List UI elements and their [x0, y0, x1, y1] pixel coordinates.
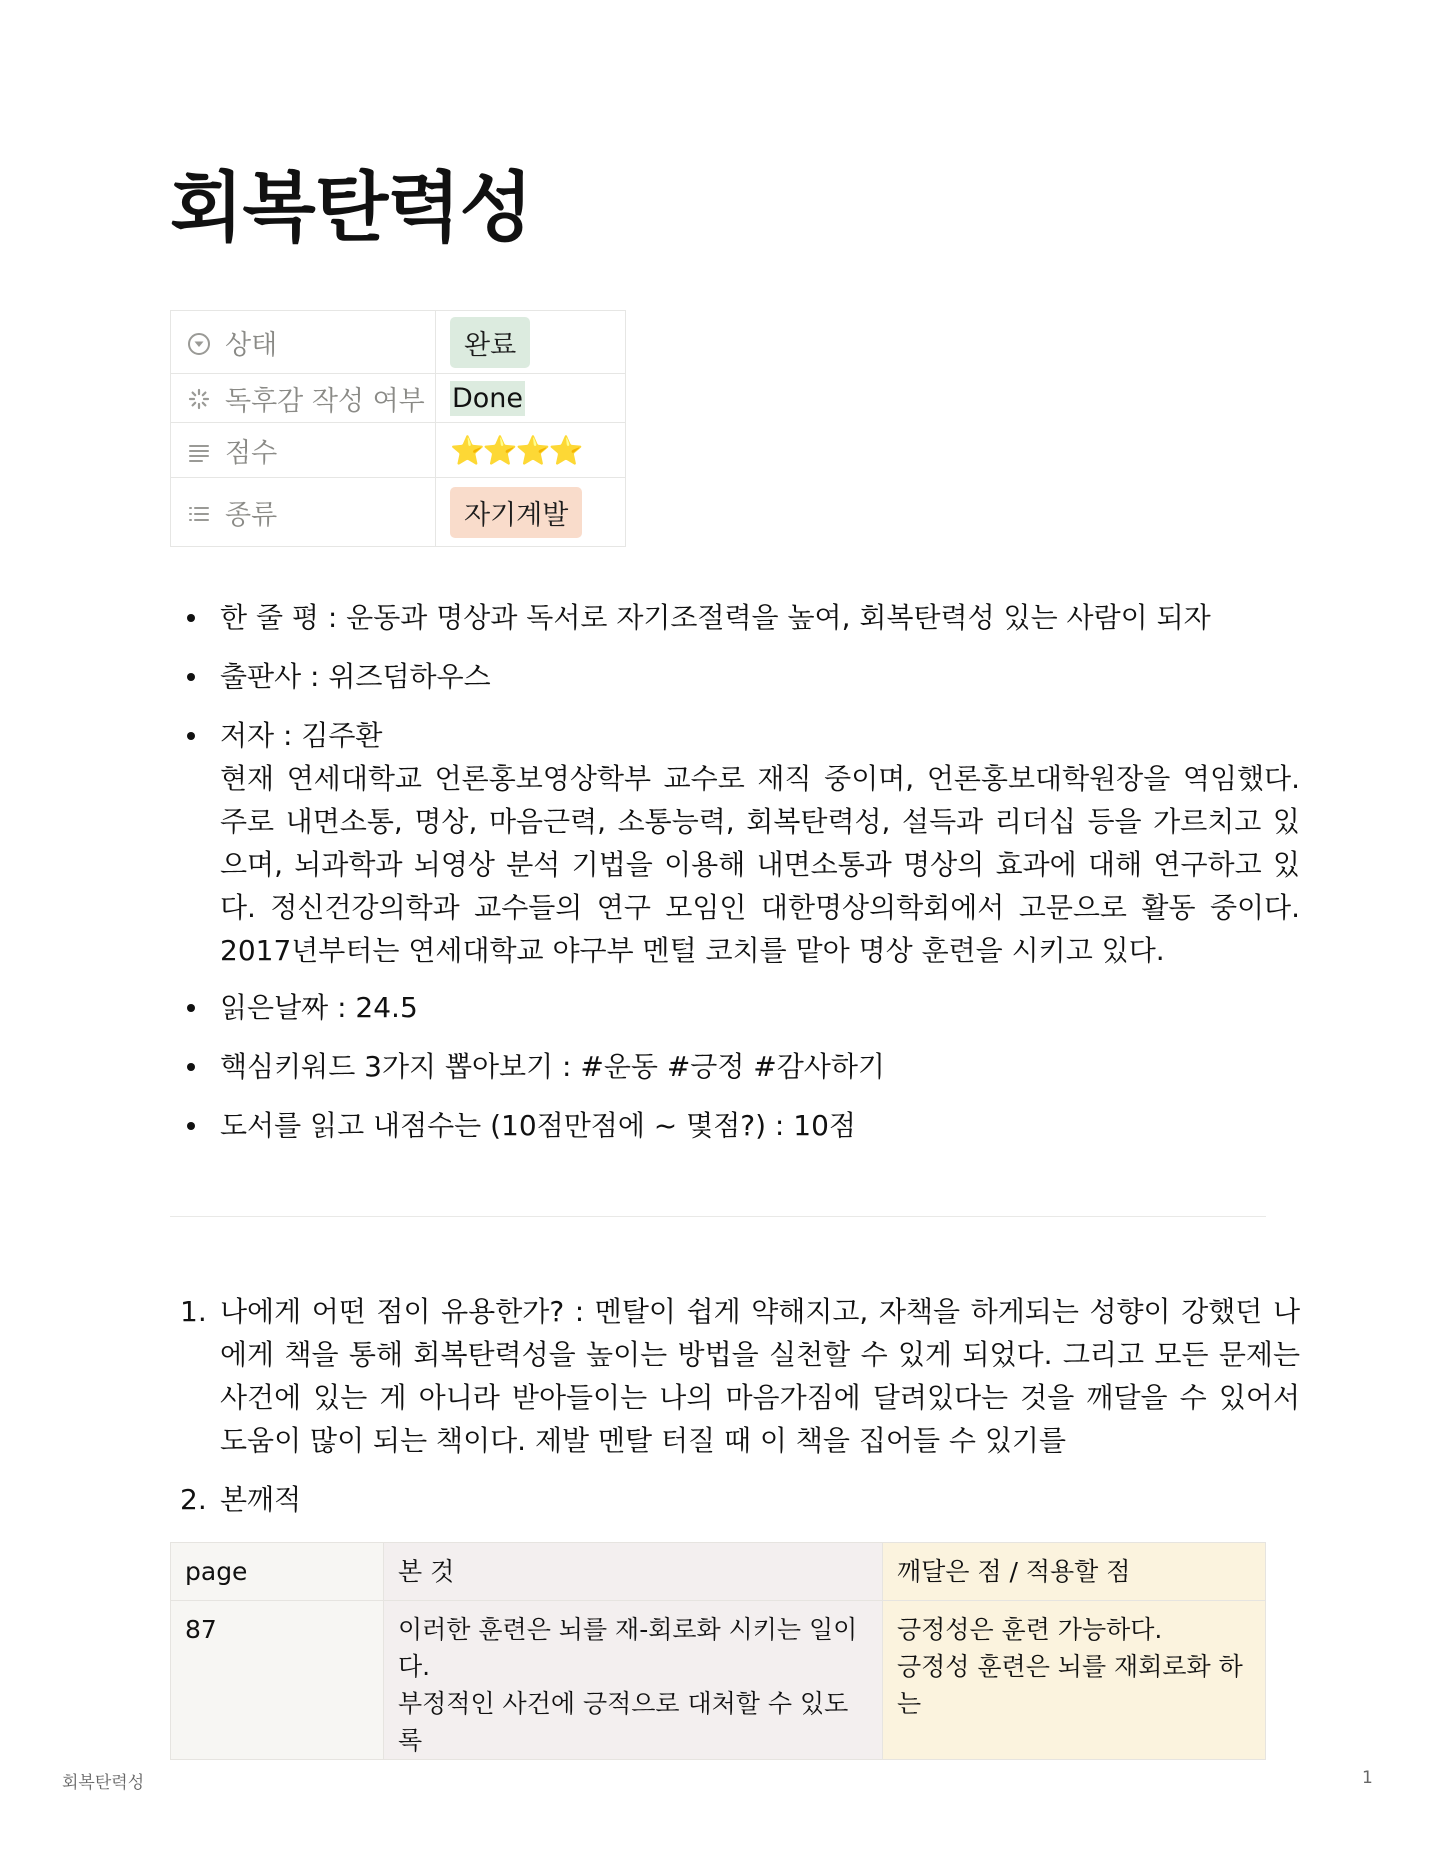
list-item: [220, 655, 1300, 698]
cell-seen-line: 부정적인 사건에 긍적으로 대처할 수 있도록: [398, 1689, 849, 1755]
publisher: 출판사 : 위즈덤하우스: [220, 660, 491, 693]
table-row: [171, 1601, 1266, 1760]
page-title: 회복탄력성: [170, 163, 533, 252]
properties-table: [170, 310, 626, 547]
status-icon: [185, 328, 213, 356]
keywords: 핵심키워드 3가지 뽑아보기 : #운동 #긍정 #감사하기: [220, 1050, 885, 1083]
page-number: 1: [1362, 1768, 1373, 1788]
list-item: [220, 986, 1300, 1029]
property-label-category: 종류: [225, 499, 278, 531]
cell-learned-line: 긍정성은 훈련 가능하다.: [897, 1615, 1163, 1644]
category-value-tag[interactable]: 자기계발: [450, 487, 582, 538]
cell-learned-line: 긍정성 훈련은 뇌를 재회로화 하는: [897, 1652, 1243, 1718]
usefulness-text: 나에게 어떤 점이 유용한가? : 멘탈이 쉽게 약해지고, 자책을 하게되는 성향이 강했던 나에게 책을 통해 회복탄력성을 높이는 방법을 실천할 수 있게 되었다. 그리고 모든 문제는 사건에 있는 게 아니라 받아들이는 나의 마음가짐에 달려있다는 것을 깨달을 수 있어서 도움이 많이 되는 책이다. 제발 멘탈 터질 때 이 책을 집어들 수 있기를: [220, 1295, 1300, 1457]
list-item: [220, 714, 1300, 972]
header-seen: 본 것: [384, 1543, 883, 1601]
text-lines-icon: [185, 436, 213, 464]
list-item: [180, 1478, 1300, 1521]
list-item: [220, 1104, 1300, 1147]
bonkkaejeok-heading: 본깨적: [220, 1483, 302, 1516]
score-stars[interactable]: ⭐⭐⭐⭐: [450, 433, 582, 467]
property-row-status[interactable]: [171, 311, 626, 374]
loading-icon: [185, 384, 213, 412]
my-score: 도서를 읽고 내점수는 (10점만점에 ~ 몇점?) : 10점: [220, 1109, 856, 1142]
notes-table: [170, 1542, 1266, 1760]
cell-seen-line: 이러한 훈련은 뇌를 재-회로화 시키는 일이다.: [398, 1615, 858, 1681]
summary-bullet-list: [180, 596, 1300, 1163]
cell-learned: [883, 1601, 1266, 1760]
header-page: page: [171, 1543, 384, 1601]
list-number: 1.: [180, 1295, 207, 1328]
list-icon: [185, 498, 213, 526]
property-label-score: 점수: [225, 437, 278, 469]
status-value-tag[interactable]: 완료: [450, 317, 530, 368]
list-item: [220, 596, 1300, 639]
review-written-value[interactable]: Done: [452, 382, 524, 414]
property-row-category[interactable]: [171, 478, 626, 547]
numbered-list: [180, 1290, 1300, 1537]
property-label-status: 상태: [225, 329, 278, 361]
author-bio: 현재 연세대학교 언론홍보영상학부 교수로 재직 중이며, 언론홍보대학원장을 역임했다. 주로 내면소통, 명상, 마음근력, 소통능력, 회복탄력성, 설득과 리더십 등을 가르치고 있으며, 뇌과학과 뇌영상 분석 기법을 이용해 내면소통과 명상의 효과에 대해 연구하고 있다. 정신건강의학과 교수들의 연구 모임인 대한명상의학회에서 고문으로 활동 중이다. 2017년부터는 연세대학교 야구부 멘털 코치를 맡아 명상 훈련을 시키고 있다.: [220, 762, 1300, 967]
cell-page: 87: [171, 1601, 384, 1760]
property-label-review-written: 독후감 작성 여부: [225, 385, 425, 417]
cell-seen: [384, 1601, 883, 1760]
property-row-review-written[interactable]: [171, 374, 626, 423]
read-date: 읽은날짜 : 24.5: [220, 991, 418, 1024]
property-row-score[interactable]: [171, 423, 626, 478]
header-learned: 깨달은 점 / 적용할 점: [883, 1543, 1266, 1601]
author: 저자 : 김주환: [220, 719, 383, 752]
list-item: [180, 1290, 1300, 1462]
table-header-row: [171, 1543, 1266, 1601]
list-item: [220, 1045, 1300, 1088]
divider: [170, 1216, 1266, 1217]
footer-title: 회복탄력성: [62, 1773, 145, 1793]
list-number: 2.: [180, 1483, 207, 1516]
one-line-review: 한 줄 평 : 운동과 명상과 독서로 자기조절력을 높여, 회복탄력성 있는 사람이 되자: [220, 601, 1211, 634]
